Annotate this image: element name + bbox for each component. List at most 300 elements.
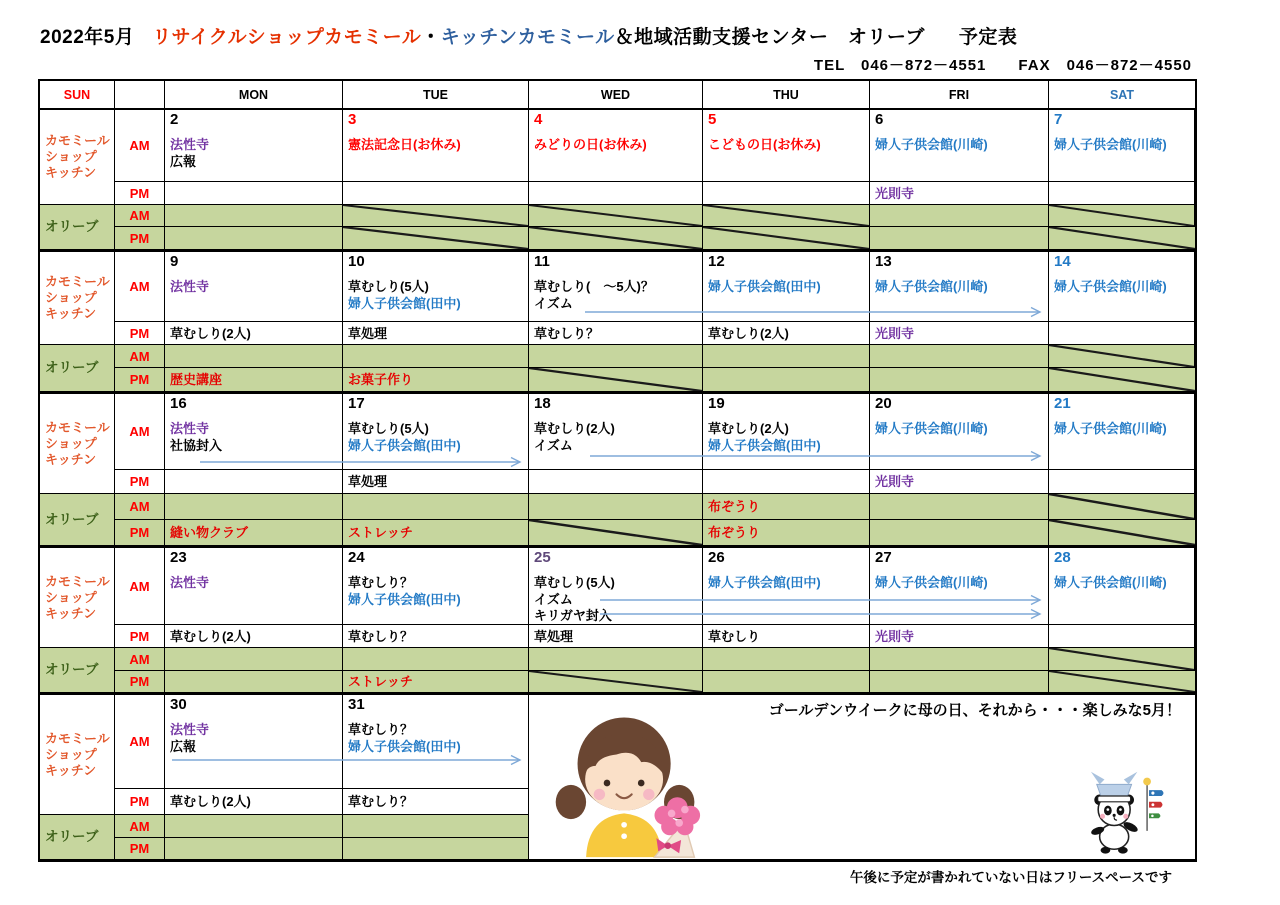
event-line: 法性寺 — [170, 421, 210, 436]
day-cell-20-pm — [870, 470, 1049, 494]
olive-cell-12-am — [703, 345, 870, 368]
seasonal-message: ゴールデンウイークに母の日、それから・・・楽しみな5月！ — [768, 702, 1181, 719]
day-number-24: 24 — [348, 549, 365, 566]
week-row-1 — [40, 110, 1195, 252]
day-cell-3-pm — [343, 182, 529, 205]
event-lines — [703, 421, 869, 454]
olive-row-label: オリーブ — [40, 494, 115, 546]
chamomile-am-label: AM — [115, 252, 165, 322]
day-number-9: 9 — [170, 253, 179, 270]
olive-pm-label: PM — [115, 838, 165, 860]
olive-cell-18-pm — [529, 520, 703, 546]
title-suffix: 予定表 — [958, 27, 1018, 48]
olive-cell-30-am — [165, 815, 343, 838]
day-cell-24-pm — [343, 625, 529, 648]
day-cell-5-pm — [703, 182, 870, 205]
event-lines — [343, 279, 528, 312]
chamomile-am-label: AM — [115, 548, 165, 625]
chamomile-pm-label: PM — [115, 182, 165, 205]
day-cell-7-pm — [1049, 182, 1195, 205]
chamomile-label-line: ショップ — [45, 435, 97, 451]
event-line: 法性寺 — [170, 137, 210, 152]
day-cell-4-pm — [529, 182, 703, 205]
day-cell-17-pm — [343, 470, 529, 494]
event-line: 草むしり？ — [348, 722, 414, 737]
day-cell-23-pm — [165, 625, 343, 648]
event-line: 婦人子供会館(田中) — [708, 437, 821, 453]
event-line: 婦人子供会館(川崎) — [875, 137, 988, 152]
closed-diagonal — [529, 368, 702, 391]
chamomile-pm-label: PM — [115, 789, 165, 815]
olive-cell-9-am — [165, 345, 343, 368]
olive-cell-14-pm — [1049, 368, 1195, 392]
olive-cell-10-pm — [343, 368, 529, 392]
event-lines — [343, 575, 528, 608]
event-lines — [343, 722, 528, 755]
chamomile-label-line: キッチン — [45, 762, 97, 778]
olive-cell-20-am — [870, 494, 1049, 520]
olive-am-label: AM — [115, 205, 165, 227]
day-number-31: 31 — [348, 696, 365, 713]
event-lines — [870, 137, 1048, 154]
event-line: 草むしり？ — [348, 794, 414, 809]
event-lines — [529, 279, 702, 312]
olive-cell-17-am — [343, 494, 529, 520]
chamomile-label-line: カモミール — [45, 573, 110, 589]
day-number-19: 19 — [708, 395, 725, 412]
event-line: 草むしり( ～5人)？ — [534, 279, 654, 294]
chamomile-am-label: AM — [115, 110, 165, 182]
closed-diagonal — [343, 205, 528, 226]
olive-cell-2-pm — [165, 227, 343, 250]
event-line: 広報 — [170, 153, 197, 169]
olive-cell-19-pm — [703, 520, 870, 546]
event-lines — [343, 421, 528, 454]
event-line: 光則寺 — [875, 474, 915, 489]
olive-event-line: 縫い物クラブ — [170, 525, 249, 540]
chamomile-am-label: AM — [115, 394, 165, 470]
olive-cell-14-am — [1049, 345, 1195, 368]
olive-am-label: AM — [115, 494, 165, 520]
olive-cell-27-pm — [870, 671, 1049, 693]
event-line: 草むしり？ — [348, 575, 414, 590]
event-line: みどりの日(お休み) — [534, 137, 647, 152]
day-cell-17-am — [343, 394, 529, 470]
day-cell-9-pm — [165, 322, 343, 345]
chamomile-label-line: カモミール — [45, 730, 110, 746]
olive-cell-7-pm — [1049, 227, 1195, 250]
header-cell-wed: WED — [529, 81, 703, 108]
event-lines — [165, 722, 342, 755]
chamomile-label-line: ショップ — [45, 589, 97, 605]
olive-cell-7-am — [1049, 205, 1195, 227]
event-line: 草むしり — [708, 628, 761, 644]
event-line: 婦人子供会館(川崎) — [1054, 137, 1167, 152]
olive-cell-21-am — [1049, 494, 1195, 520]
day-cell-21-am — [1049, 394, 1195, 470]
day-cell-9-am — [165, 252, 343, 322]
event-line: 草むしり(2人) — [170, 325, 251, 341]
event-lines — [703, 279, 869, 296]
event-line: 婦人子供会館(川崎) — [875, 575, 988, 590]
event-lines — [165, 421, 342, 454]
olive-cell-13-pm — [870, 368, 1049, 392]
event-line: 婦人子供会館(田中) — [348, 591, 461, 607]
day-cell-11-pm — [529, 322, 703, 345]
olive-cell-23-am — [165, 648, 343, 671]
event-lines — [870, 421, 1048, 438]
event-line: 社協封入 — [170, 437, 223, 453]
olive-cell-23-pm — [165, 671, 343, 693]
event-line: 草むしり(5人) — [348, 279, 429, 294]
chamomile-pm-label: PM — [115, 322, 165, 345]
week-row-2 — [40, 252, 1195, 394]
info-cell — [529, 695, 1195, 860]
event-line: 婦人子供会館(田中) — [348, 295, 461, 311]
day-cell-24-am — [343, 548, 529, 625]
calendar-table — [38, 79, 1197, 862]
event-line: 婦人子供会館(川崎) — [875, 421, 988, 436]
event-line: 草むしり？ — [534, 325, 600, 341]
event-line: 婦人子供会館(田中) — [348, 437, 461, 453]
day-cell-16-am — [165, 394, 343, 470]
olive-cell-6-pm — [870, 227, 1049, 250]
day-cell-26-am — [703, 548, 870, 625]
header-cell-mon: MON — [165, 81, 343, 108]
olive-cell-24-am — [343, 648, 529, 671]
olive-cell-28-pm — [1049, 671, 1195, 693]
title-center-olive: ＆地域活動支援センター オリーブ — [614, 27, 925, 48]
olive-cell-25-am — [529, 648, 703, 671]
olive-row-label: オリーブ — [40, 648, 115, 693]
event-line: 法性寺 — [170, 575, 210, 590]
event-line: 憲法記念日(お休み) — [348, 137, 461, 152]
day-cell-13-pm — [870, 322, 1049, 345]
olive-cell-24-pm — [343, 671, 529, 693]
closed-diagonal — [1049, 494, 1194, 519]
olive-pm-label: PM — [115, 227, 165, 250]
closed-diagonal — [343, 227, 528, 249]
olive-cell-16-am — [165, 494, 343, 520]
day-cell-2-pm — [165, 182, 343, 205]
olive-cell-5-pm — [703, 227, 870, 250]
day-cell-4-am — [529, 110, 703, 182]
olive-event-line: 布ぞうり — [708, 499, 761, 514]
event-line: こどもの日(お休み) — [708, 137, 821, 152]
olive-cell-11-am — [529, 345, 703, 368]
olive-cell-6-am — [870, 205, 1049, 227]
day-cell-25-am — [529, 548, 703, 625]
day-cell-19-am — [703, 394, 870, 470]
day-number-17: 17 — [348, 395, 365, 412]
header-cell-blank — [115, 81, 165, 108]
day-number-26: 26 — [708, 549, 725, 566]
day-cell-23-am — [165, 548, 343, 625]
day-cell-19-pm — [703, 470, 870, 494]
event-line: イズム — [534, 591, 573, 607]
title-month: 2022年5月 — [40, 27, 135, 48]
chamomile-am-label: AM — [115, 695, 165, 789]
olive-cell-20-pm — [870, 520, 1049, 546]
event-line: 草むしり？ — [348, 628, 414, 644]
event-lines — [165, 575, 342, 592]
olive-event-line: ストレッチ — [348, 525, 413, 540]
event-line: イズム — [534, 295, 573, 311]
day-number-4: 4 — [534, 111, 543, 128]
event-lines — [529, 575, 702, 625]
olive-row-label: オリーブ — [40, 815, 115, 860]
day-cell-12-am — [703, 252, 870, 322]
olive-event-line: ストレッチ — [348, 674, 413, 689]
olive-cell-3-pm — [343, 227, 529, 250]
day-cell-6-pm — [870, 182, 1049, 205]
header-cell-sat: SAT — [1109, 87, 1135, 102]
day-cell-26-pm — [703, 625, 870, 648]
day-cell-28-am — [1049, 548, 1195, 625]
event-line: 法性寺 — [170, 279, 210, 294]
closed-diagonal — [703, 227, 869, 249]
header-cell-sun: SUN — [40, 81, 115, 108]
event-line: 婦人子供会館(田中) — [708, 575, 821, 590]
day-cell-31-am — [343, 695, 529, 789]
olive-cell-28-am — [1049, 648, 1195, 671]
chamomile-row-label — [40, 252, 115, 345]
chamomile-label-line: カモミール — [45, 419, 110, 435]
chamomile-row-label — [40, 394, 115, 494]
event-line: 婦人子供会館(川崎) — [1054, 575, 1167, 590]
week-row-4 — [40, 548, 1195, 695]
event-lines — [529, 421, 702, 454]
chamomile-label-line: ショップ — [45, 149, 97, 164]
event-lines — [870, 279, 1048, 296]
day-number-18: 18 — [534, 395, 551, 412]
chamomile-row-label — [40, 110, 115, 205]
day-cell-13-am — [870, 252, 1049, 322]
olive-cell-2-am — [165, 205, 343, 227]
event-line: 光則寺 — [875, 325, 915, 341]
olive-cell-12-pm — [703, 368, 870, 392]
day-cell-27-am — [870, 548, 1049, 625]
day-number-25: 25 — [534, 549, 551, 566]
day-number-2: 2 — [170, 111, 179, 128]
header-cell-fri: FRI — [870, 81, 1049, 108]
chamomile-label-line: キッチン — [45, 165, 97, 180]
event-lines — [1049, 279, 1194, 296]
day-cell-10-pm — [343, 322, 529, 345]
day-number-20: 20 — [875, 395, 892, 412]
olive-cell-18-am — [529, 494, 703, 520]
chamomile-row-label — [40, 695, 115, 815]
chamomile-pm-label: PM — [115, 470, 165, 494]
day-cell-14-am — [1049, 252, 1195, 322]
olive-am-label: AM — [115, 648, 165, 671]
header-cell-tue: TUE — [343, 81, 529, 108]
event-line: 婦人子供会館(田中) — [708, 279, 821, 294]
day-cell-28-pm — [1049, 625, 1195, 648]
event-line: 婦人子供会館(川崎) — [875, 279, 988, 294]
girl-with-bouquet-illustration — [545, 707, 745, 859]
event-line: 草処理 — [348, 474, 388, 489]
day-cell-2-am — [165, 110, 343, 182]
day-number-7: 7 — [1054, 111, 1063, 128]
event-line: 草処理 — [534, 628, 574, 644]
closed-diagonal — [1049, 227, 1195, 249]
olive-pm-label: PM — [115, 671, 165, 693]
olive-cell-26-am — [703, 648, 870, 671]
event-line: 法性寺 — [170, 722, 210, 737]
event-lines — [1049, 137, 1194, 154]
closed-diagonal — [1049, 520, 1195, 545]
day-cell-6-am — [870, 110, 1049, 182]
day-number-6: 6 — [875, 111, 884, 128]
event-line: 草むしり(5人) — [348, 421, 429, 436]
footer-note: 午後に予定が書かれていない日はフリースペースです — [849, 870, 1172, 885]
day-cell-7-am — [1049, 110, 1195, 182]
day-number-13: 13 — [875, 253, 892, 270]
olive-am-label: AM — [115, 815, 165, 838]
event-line: イズム — [534, 437, 573, 453]
event-lines — [529, 137, 702, 154]
olive-cell-9-pm — [165, 368, 343, 392]
day-number-11: 11 — [534, 253, 550, 270]
event-lines — [1049, 421, 1194, 438]
day-number-16: 16 — [170, 395, 187, 412]
olive-cell-31-am — [343, 815, 529, 838]
day-cell-21-pm — [1049, 470, 1195, 494]
day-cell-25-pm — [529, 625, 703, 648]
day-number-28: 28 — [1054, 549, 1071, 566]
title-kitchen: キッチンカモミール — [440, 27, 615, 48]
event-line: 草むしり(2人) — [708, 325, 789, 341]
title-recycle-shop: リサイクルショップカモミール — [152, 27, 422, 48]
olive-event-line: 歴史講座 — [170, 372, 223, 387]
closed-diagonal — [1049, 345, 1194, 367]
chamomile-label-line: キッチン — [45, 605, 97, 621]
event-line: 草むしり(2人) — [170, 794, 251, 809]
day-number-12: 12 — [708, 253, 725, 270]
title-separator: ・ — [421, 27, 441, 48]
event-line: 草むしり(2人) — [708, 421, 789, 436]
page-title — [40, 22, 1017, 49]
olive-event-line: お菓子作り — [348, 372, 414, 387]
day-cell-5-am — [703, 110, 870, 182]
day-cell-3-am — [343, 110, 529, 182]
day-cell-18-am — [529, 394, 703, 470]
event-line: 光則寺 — [875, 628, 915, 644]
chamomile-label-line: キッチン — [45, 451, 97, 467]
event-line: 婦人子供会館(川崎) — [1054, 279, 1167, 294]
event-lines — [165, 279, 342, 296]
olive-cell-13-am — [870, 345, 1049, 368]
day-cell-16-pm — [165, 470, 343, 494]
week-row-5 — [40, 695, 1195, 860]
event-line: 草むしり(2人) — [170, 628, 251, 644]
olive-event-line: 布ぞうり — [708, 525, 761, 540]
closed-diagonal — [1049, 368, 1195, 391]
day-cell-10-am — [343, 252, 529, 322]
panda-with-kabuto-and-koinobori-illustration — [1069, 765, 1169, 857]
day-cell-30-pm — [165, 789, 343, 815]
olive-cell-3-am — [343, 205, 529, 227]
chamomile-label-line: ショップ — [45, 746, 97, 762]
event-lines — [703, 575, 869, 592]
event-lines — [165, 137, 342, 170]
day-number-3: 3 — [348, 111, 357, 128]
closed-diagonal — [529, 205, 702, 226]
event-line: 草処理 — [348, 325, 388, 341]
header-cell-thu: THU — [703, 81, 870, 108]
olive-row-label: オリーブ — [40, 205, 115, 250]
day-cell-27-pm — [870, 625, 1049, 648]
olive-cell-27-am — [870, 648, 1049, 671]
event-line: 草むしり(5人) — [534, 575, 615, 590]
contact-info: TEL 046－872－4551 FAX 046－872－4550 — [813, 57, 1192, 74]
day-cell-18-pm — [529, 470, 703, 494]
olive-row-label: オリーブ — [40, 345, 115, 392]
olive-cell-17-pm — [343, 520, 529, 546]
event-lines — [1049, 575, 1194, 592]
olive-cell-19-am — [703, 494, 870, 520]
day-cell-14-pm — [1049, 322, 1195, 345]
olive-pm-label: PM — [115, 520, 165, 546]
event-lines — [870, 575, 1048, 592]
day-number-14: 14 — [1054, 253, 1071, 270]
closed-diagonal — [529, 520, 702, 545]
day-cell-20-am — [870, 394, 1049, 470]
event-line: 婦人子供会館(川崎) — [1054, 421, 1167, 436]
day-number-23: 23 — [170, 549, 187, 566]
event-line: 光則寺 — [875, 185, 915, 201]
closed-diagonal — [1049, 205, 1194, 226]
week-row-3 — [40, 394, 1195, 548]
olive-cell-4-pm — [529, 227, 703, 250]
event-lines — [703, 137, 869, 154]
olive-am-label: AM — [115, 345, 165, 368]
chamomile-label-line: カモミール — [45, 274, 110, 289]
closed-diagonal — [1049, 671, 1195, 692]
calendar-header-row — [40, 81, 1195, 110]
event-line: キリガヤ封入 — [534, 608, 612, 623]
olive-cell-10-am — [343, 345, 529, 368]
chamomile-row-label — [40, 548, 115, 648]
day-cell-30-am — [165, 695, 343, 789]
olive-cell-16-pm — [165, 520, 343, 546]
chamomile-label-line: ショップ — [45, 290, 97, 305]
closed-diagonal — [703, 205, 869, 226]
day-cell-11-am — [529, 252, 703, 322]
closed-diagonal — [529, 671, 702, 692]
day-cell-31-pm — [343, 789, 529, 815]
chamomile-label-line: カモミール — [45, 133, 110, 148]
closed-diagonal — [529, 227, 702, 249]
day-number-27: 27 — [875, 549, 892, 566]
olive-cell-11-pm — [529, 368, 703, 392]
olive-cell-5-am — [703, 205, 870, 227]
closed-diagonal — [1049, 648, 1194, 670]
day-number-5: 5 — [708, 111, 717, 128]
olive-cell-25-pm — [529, 671, 703, 693]
olive-cell-21-pm — [1049, 520, 1195, 546]
day-cell-12-pm — [703, 322, 870, 345]
olive-cell-30-pm — [165, 838, 343, 860]
event-line: 広報 — [170, 738, 197, 754]
day-number-10: 10 — [348, 253, 365, 270]
event-lines — [343, 137, 528, 154]
day-number-21: 21 — [1054, 395, 1071, 412]
chamomile-label-line: キッチン — [45, 306, 97, 321]
event-line: 草むしり(2人) — [534, 421, 615, 436]
olive-cell-26-pm — [703, 671, 870, 693]
